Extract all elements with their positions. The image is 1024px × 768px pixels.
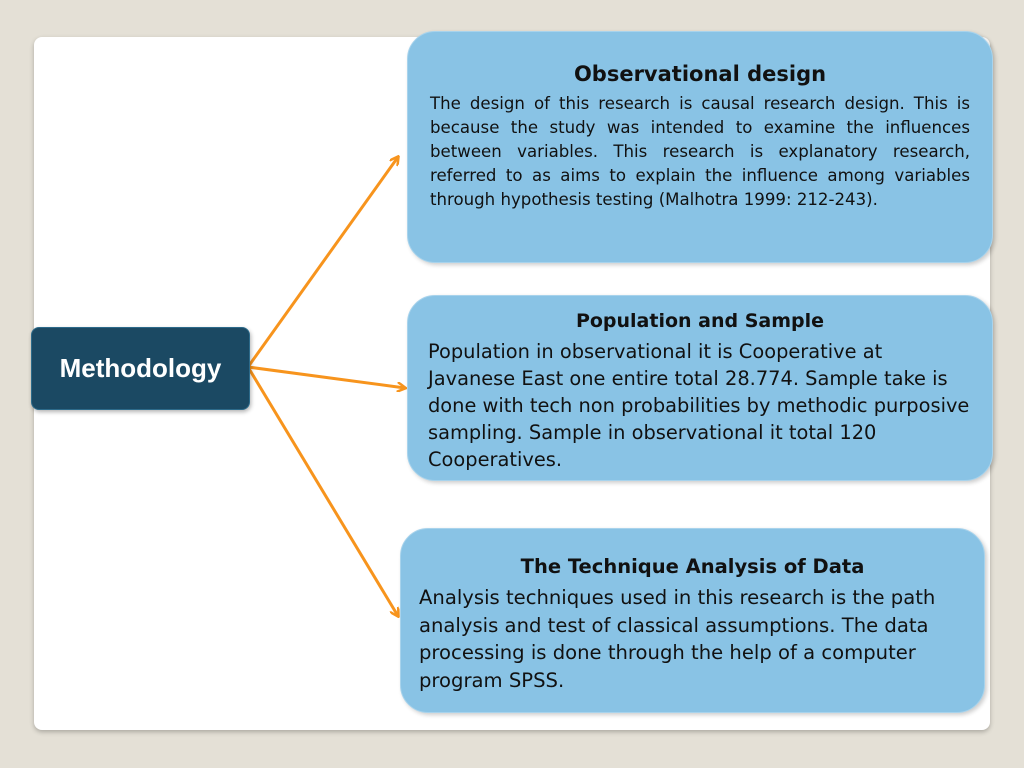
methodology-node	[31, 327, 250, 410]
methodology-label: Methodology	[59, 353, 222, 383]
population-sample-box	[407, 295, 993, 481]
observational-design-text: The design of this research is causal research design. This is because the study was intended to examine the influences between variables. This research is explanatory research, referred to as aims to explain the influence among variables through hypothesis testing (Malhotra 1999: 212-243).	[430, 94, 970, 209]
observational-design-title: Observational design	[573, 62, 827, 86]
observational-design-box	[407, 31, 993, 263]
arrow-to-population-sample	[248, 367, 405, 388]
technique-analysis-box	[400, 528, 985, 713]
technique-analysis-text: Analysis techniques used in this research is the path analysis and test of classical assumptions. The data processing is done through the help of a computer program SPSS.	[419, 586, 936, 692]
arrow-to-technique-analysis	[248, 367, 398, 616]
technique-analysis-title: The Technique Analysis of Data	[520, 555, 865, 578]
population-sample-title: Population and Sample	[575, 310, 825, 332]
population-sample-text: Population in observational it is Cooperative at Javanese East one entire total 28.774. Sample take is done with tech non probabilities by methodic purposive sampling. Sample in observational it total 120 Cooperatives.	[428, 340, 988, 471]
arrow-to-observational-design	[248, 157, 398, 367]
